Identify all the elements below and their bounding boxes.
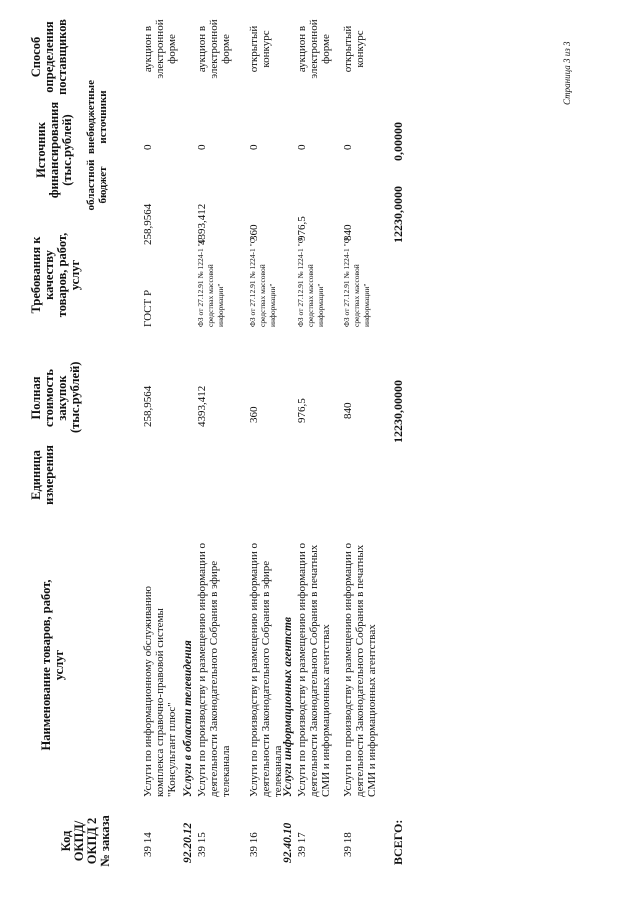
row-requirements: ГОСТ Р	[142, 289, 154, 327]
row-regional-budget: 976,5	[296, 216, 308, 241]
row-number: 39 16	[248, 832, 260, 857]
total-label: ВСЕГО:	[391, 819, 405, 865]
page-number: Страница 3 из 3	[562, 41, 572, 105]
row-name: Услуги по производству и размещению информации о деятельности Законодательного Собрания в печатных СМИ и информационных агентствах	[296, 543, 332, 797]
row-requirements: ФЗ от 27.12.91 № 1224-1 "О средствах массовой информации"	[296, 237, 325, 327]
row-extrabudgetary: 0	[296, 144, 308, 150]
row-name: Услуги по производству и размещению информации о деятельности Законодательного Собрания в печатных СМИ и информационных агентствах	[342, 543, 378, 797]
header-financing: Источник финансирования (тыс.рублей)	[34, 101, 74, 199]
row-name: Услуги по производству и размещению информации о деятельности Законодательного Собрания в эфире телеканала	[196, 543, 232, 797]
row-number: 39 14	[142, 832, 154, 857]
section-title: Услуги в области телевидения	[182, 640, 194, 797]
row-name: Услуги по производству и размещению информации о деятельности Законодательного Собрания в эфире телеканала	[248, 543, 284, 797]
total-cost: 12230,00000	[391, 380, 405, 443]
header-name: Наименование товаров, работ, услуг	[39, 579, 66, 751]
total-regional-budget: 12230,0000	[391, 186, 405, 243]
section-title: Услуги информационных агентств	[282, 616, 294, 797]
header-requirements: Требования к качеству товаров, работ, услуг	[29, 232, 82, 318]
row-extrabudgetary: 0	[196, 144, 208, 150]
row-requirements: ФЗ от 27.12.91 № 1224-1 "О средствах массовой информации"	[248, 237, 277, 327]
row-cost: 360	[248, 406, 260, 423]
header-unit: Единица измерения	[29, 445, 56, 505]
row-requirements: ФЗ от 27.12.91 № 1224-1 "О средствах массовой информации"	[342, 237, 371, 327]
row-cost: 976,5	[296, 398, 308, 423]
row-regional-budget: 360	[248, 224, 260, 241]
row-extrabudgetary: 0	[248, 144, 260, 150]
row-cost: 258,9564	[142, 385, 154, 427]
header-extrabudgetary: внебюджетные источники	[85, 80, 109, 154]
header-code: Код ОКПД/ ОКПД 2 № заказа	[59, 815, 112, 867]
row-cost: 4393,412	[196, 385, 208, 427]
row-regional-budget: 258,9564	[142, 203, 154, 245]
row-number: 39 15	[196, 832, 208, 857]
row-cost: 840	[342, 402, 354, 419]
section-code: 92.40.10	[282, 822, 294, 863]
row-method: открытый конкурс	[248, 25, 272, 73]
row-number: 39 17	[296, 832, 308, 857]
section-code: 92.20.12	[182, 822, 194, 863]
header-cost: Полная стоимость закупок (тыс.рублей)	[29, 361, 82, 433]
row-regional-budget: 840	[342, 224, 354, 241]
row-extrabudgetary: 0	[142, 144, 154, 150]
row-number: 39 18	[342, 832, 354, 857]
row-requirements: ФЗ от 27.12.91 № 1224-1 "О средствах массовой информации"	[196, 237, 225, 327]
total-extrabudgetary: 0,00000	[391, 122, 405, 161]
row-name: Услуги по информационному обслуживанию комплекса справочно-правовой системы "Консультант плюс"	[142, 586, 178, 797]
header-regional-budget: областной бюджет	[85, 159, 109, 211]
row-method: аукцион в электронной форме	[142, 19, 178, 79]
row-method: аукцион в электронной форме	[196, 19, 232, 79]
row-method: аукцион в электронной форме	[296, 19, 332, 79]
header-method: Способ определения поставщиков	[29, 19, 69, 95]
row-method: открытый конкурс	[342, 25, 366, 73]
row-extrabudgetary: 0	[342, 144, 354, 150]
row-regional-budget: 4393,412	[196, 203, 208, 245]
